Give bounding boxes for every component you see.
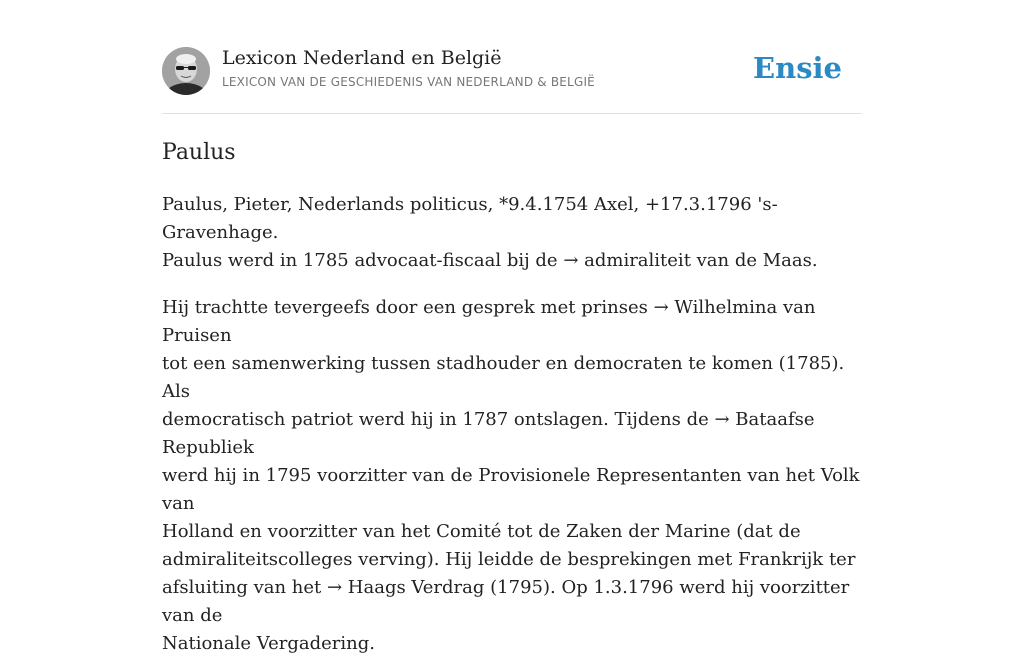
text-span: .: [811, 250, 818, 271]
link-wilhelmina-van-pruisen[interactable]: → Wilhelmina van Pruisen: [162, 297, 816, 346]
avatar-portrait-icon: [162, 47, 210, 95]
paragraph-2-line-4: werd hij in 1795 voorzitter van de Provisionele Representanten van het Volk van: [162, 465, 860, 514]
paragraph-1-line-2: [162, 247, 862, 275]
link-bataafse-republiek[interactable]: → Bataafse Republiek: [162, 409, 815, 458]
paragraph-2-line-3: [162, 406, 862, 462]
text-span: Paulus werd in 1785 advocaat-fiscaal bij de: [162, 250, 564, 271]
entry-title: Paulus: [162, 140, 236, 165]
paragraph-2-line-7: [162, 574, 862, 630]
paragraph-2-line-5: Holland en voorzitter van het Comité tot de Zaken der Marine (dat de: [162, 521, 801, 542]
entry-paragraph-2: [162, 294, 862, 658]
site-title-block: [222, 46, 595, 90]
site-subtitle: LEXICON VAN DE GESCHIEDENIS VAN NEDERLAND & BELGIË: [222, 75, 595, 89]
site-title[interactable]: Lexicon Nederland en België: [222, 47, 502, 69]
paragraph-2-line-6: admiraliteitscolleges verving). Hij leidde de besprekingen met Frankrijk ter: [162, 549, 856, 570]
text-span: (1795). Op 1.3.1796 werd hij voorzitter van de: [162, 577, 850, 626]
paragraph-1-line-1: Paulus, Pieter, Nederlands politicus, *9.4.1754 Axel, +17.3.1796 's-Gravenhage.: [162, 194, 778, 243]
text-span: Hij trachtte tevergeefs door een gesprek met prinses: [162, 297, 654, 318]
link-haags-verdrag[interactable]: → Haags Verdrag: [326, 577, 485, 598]
paragraph-2-line-1: [162, 294, 862, 350]
link-admiraliteit-van-de-maas[interactable]: → admiraliteit van de Maas: [563, 250, 812, 271]
paragraph-2-line-2: tot een samenwerking tussen stadhouder en democraten te komen (1785). Als: [162, 353, 845, 402]
entry-paragraph-1: [162, 191, 862, 275]
ensie-logo-link[interactable]: Ensie: [753, 51, 842, 85]
site-header: [162, 46, 862, 114]
text-span: afsluiting van het: [162, 577, 327, 598]
text-span: democratisch patriot werd hij in 1787 ontslagen. Tijdens de: [162, 409, 715, 430]
paragraph-2-line-8: Nationale Vergadering.: [162, 633, 375, 654]
author-avatar[interactable]: [162, 47, 210, 95]
page: [162, 46, 862, 658]
